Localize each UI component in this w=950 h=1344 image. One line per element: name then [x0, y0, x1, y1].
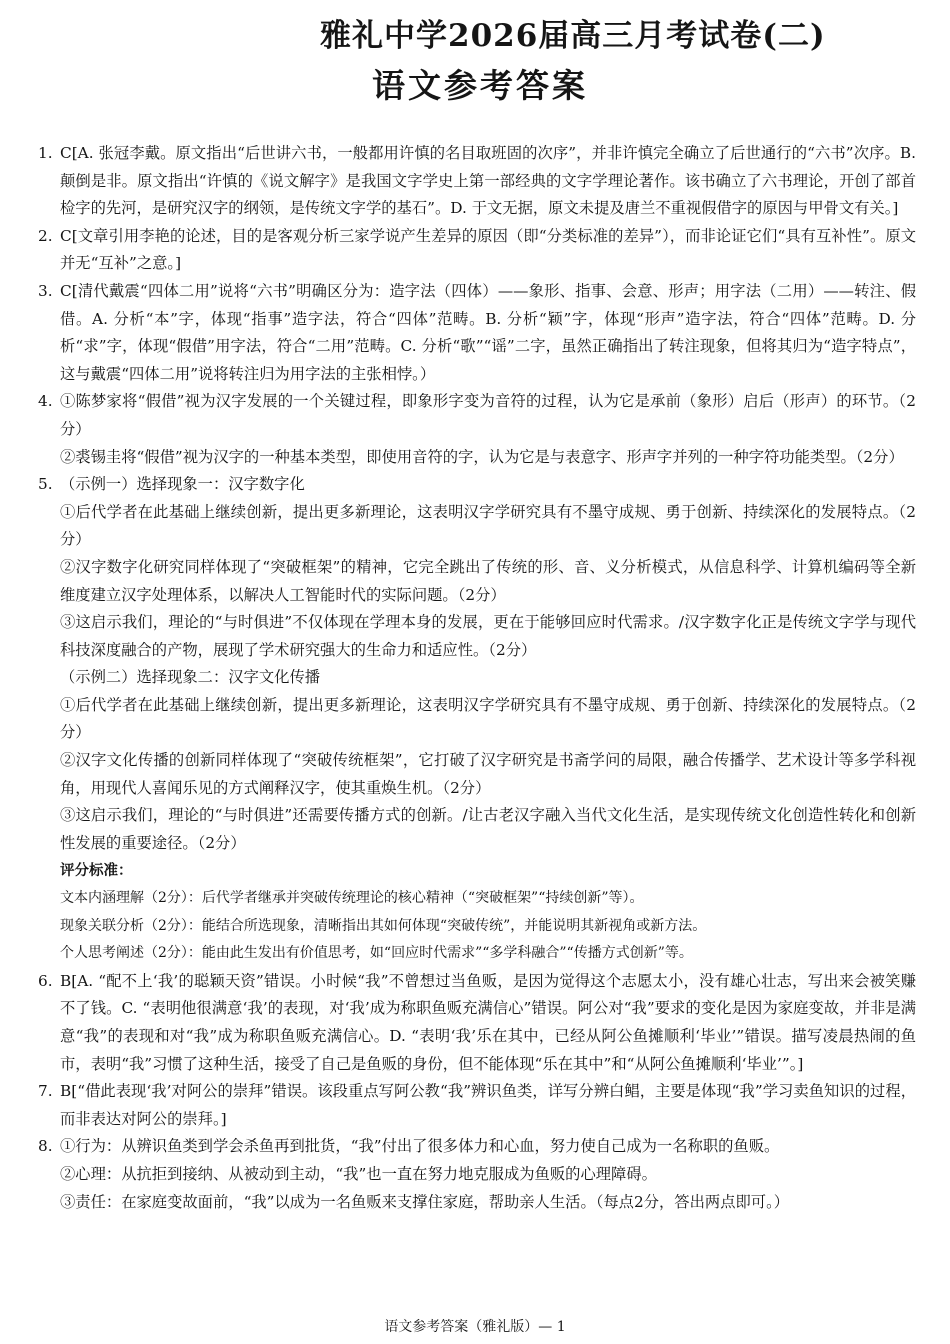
- question-number: 5.: [38, 475, 53, 494]
- answer-text: C[文章引用李艳的论述，目的是客观分析三家学说产生差异的原因（即“分类标准的差异”），而非论证它们“具有互补性”。原文并无“互补”之意。]: [60, 226, 916, 273]
- criteria-item: 个人思考阐述（2分）：能由此生发出有价值思考，如“回应时代需求”“多学科融合”“传播方式创新”等。: [60, 945, 693, 962]
- answer-key-subtitle: 语文参考答案: [372, 66, 588, 105]
- question-3: [38, 278, 916, 388]
- answer-point: ②汉字文化传播的创新同样体现了“突破传统框架”，它打破了汉字研究是书斋学问的局限，融合传播学、艺术设计等多学科视角，用现代人喜闻乐见的方式阐释汉字，使其重焕生机。（2分）: [60, 751, 916, 797]
- example-heading: （示例二）选择现象二：汉字文化传播: [60, 668, 321, 687]
- question-number: 6.: [38, 971, 53, 990]
- question-1: [38, 140, 916, 223]
- answer-point: ②裘锡圭将“假借”视为汉字的一种基本类型，即使用音符的字，认为它是与表意字、形声字并列的一种字符功能类型。（2分）: [60, 447, 904, 466]
- question-4: [38, 388, 916, 471]
- question-5: [38, 471, 916, 968]
- question-6: [38, 968, 916, 1078]
- criteria-title: 评分标准：: [60, 862, 133, 880]
- question-number: 8.: [38, 1137, 53, 1156]
- answer-text: B[A. “配不上‘我’的聪颖天资”错误。小时候“我”不曾想过当鱼贩，是因为觉得这个志愿太小，没有雄心壮志，写出来会被笑赚不了钱。C. “表明他很满意‘我’的表现，对‘我’成为称职鱼贩充满信心”错误。阿公对“我”要求的变化是因为家庭变故，并非是满意“我”的表现和对“我”成为称职鱼贩充满信心。D. “表明‘我’乐在其中，已经从阿公鱼摊顺利‘毕业’”错误。描写凌晨热闹的鱼市，表明“我”习惯了这种生活，接受了自己是鱼贩的身份，但不能体现“乐在其中”和“从阿公鱼摊顺利‘毕业’”。]: [60, 971, 916, 1073]
- answer-text: B[“借此表现‘我’对阿公的崇拜”错误。该段重点写阿公教“我”辨识鱼类，详写分辨白鲳，主要是体现“我”学习卖鱼知识的过程，而非表达对阿公的崇拜。]: [60, 1082, 916, 1128]
- question-number: 4.: [38, 392, 53, 411]
- answer-point: ①行为：从辨识鱼类到学会杀鱼再到批货，“我”付出了很多体力和心血，努力使自己成为一名称职的鱼贩。: [60, 1137, 780, 1156]
- answer-point: ①陈梦家将“假借”视为汉字发展的一个关键过程，即象形字变为音符的过程，认为它是承前（象形）启后（形声）的环节。（2分）: [60, 392, 916, 438]
- question-number: 3.: [38, 281, 53, 300]
- answer-point: ②心理：从抗拒到接纳、从被动到主动，“我”也一直在努力地克服成为鱼贩的心理障碍。: [60, 1164, 657, 1183]
- question-number: 2.: [38, 226, 53, 245]
- exam-title: 雅礼中学2026届高三月考试卷(二): [320, 18, 826, 54]
- question-7: [38, 1078, 916, 1133]
- answer-text: C[清代戴震“四体二用”说将“六书”明确区分为：造字法（四体）——象形、指事、会意、形声；用字法（二用）——转注、假借。A. 分析“本”字，体现“指事”造字法，符合“四体”范畴。B. 分析“颖”字，体现“形声”造字法，符合“四体”范畴。D. 分析“求”字，体现“假借”用字法，符合“二用”范畴。C. 分析“歌”“谣”二字，虽然正确指出了转注现象，但将其归为“造字特点”，这与戴震“四体二用”说将转注归为用字法的主张相悖。）: [60, 281, 916, 383]
- example-heading: （示例一）选择现象一：汉字数字化: [60, 475, 305, 494]
- answer-point: ③这启示我们，理论的“与时俱进”不仅体现在学理本身的发展，更在于能够回应时代需求。/汉字数字化正是传统文字学与现代科技深度融合的产物，展现了学术研究强大的生命力和适应性。（2分）: [60, 613, 916, 659]
- question-number: 7.: [38, 1082, 53, 1101]
- answer-point: ①后代学者在此基础上继续创新，提出更多新理论，这表明汉字学研究具有不墨守成规、勇于创新、持续深化的发展特点。（2分）: [60, 695, 916, 742]
- question-2: [38, 223, 916, 278]
- question-8: [38, 1133, 916, 1216]
- criteria-item: 现象关联分析（2分）：能结合所选现象，清晰指出其如何体现“突破传统”，并能说明其新视角或新方法。: [60, 917, 707, 934]
- criteria-item: 文本内涵理解（2分）：后代学者继承并突破传统理论的核心精神（“突破框架”“持续创新”等）。: [60, 890, 644, 907]
- answer-point: ③责任：在家庭变故面前，“我”以成为一名鱼贩来支撑住家庭，帮助亲人生活。（每点2分，答出两点即可。）: [60, 1192, 790, 1211]
- page-footer: 语文参考答案（雅礼版）— 1: [384, 1319, 566, 1335]
- answer-content: [38, 140, 916, 1216]
- answer-point: ③这启示我们，理论的“与时俱进”还需要传播方式的创新。/让古老汉字融入当代文化生活，是实现传统文化创造性转化和创新性发展的重要途径。（2分）: [60, 806, 916, 852]
- answer-point: ②汉字数字化研究同样体现了“突破框架”的精神，它完全跳出了传统的形、音、义分析模式，从信息科学、计算机编码等全新维度建立汉字处理体系，以解决人工智能时代的实际问题。（2分）: [60, 557, 916, 604]
- question-number: 1.: [38, 144, 53, 162]
- answer-text: C[A. 张冠李戴。原文指出“后世讲六书，一般都用许慎的名目取班固的次序”，并非许慎完全确立了后世通行的“六书”次序。B. 颠倒是非。原文指出“许慎的《说文解字》是我国文字学史上第一部经典的文字学理论著作。该书确立了六书理论，开创了部首检字的先河，是研究汉字的纲领，是传统文字学的基石”。D. 于文无据，原文未提及唐兰不重视假借字的原因与甲骨文有关。]: [60, 144, 916, 218]
- answer-point: ①后代学者在此基础上继续创新，提出更多新理论，这表明汉字学研究具有不墨守成规、勇于创新、持续深化的发展特点。（2分）: [60, 502, 916, 549]
